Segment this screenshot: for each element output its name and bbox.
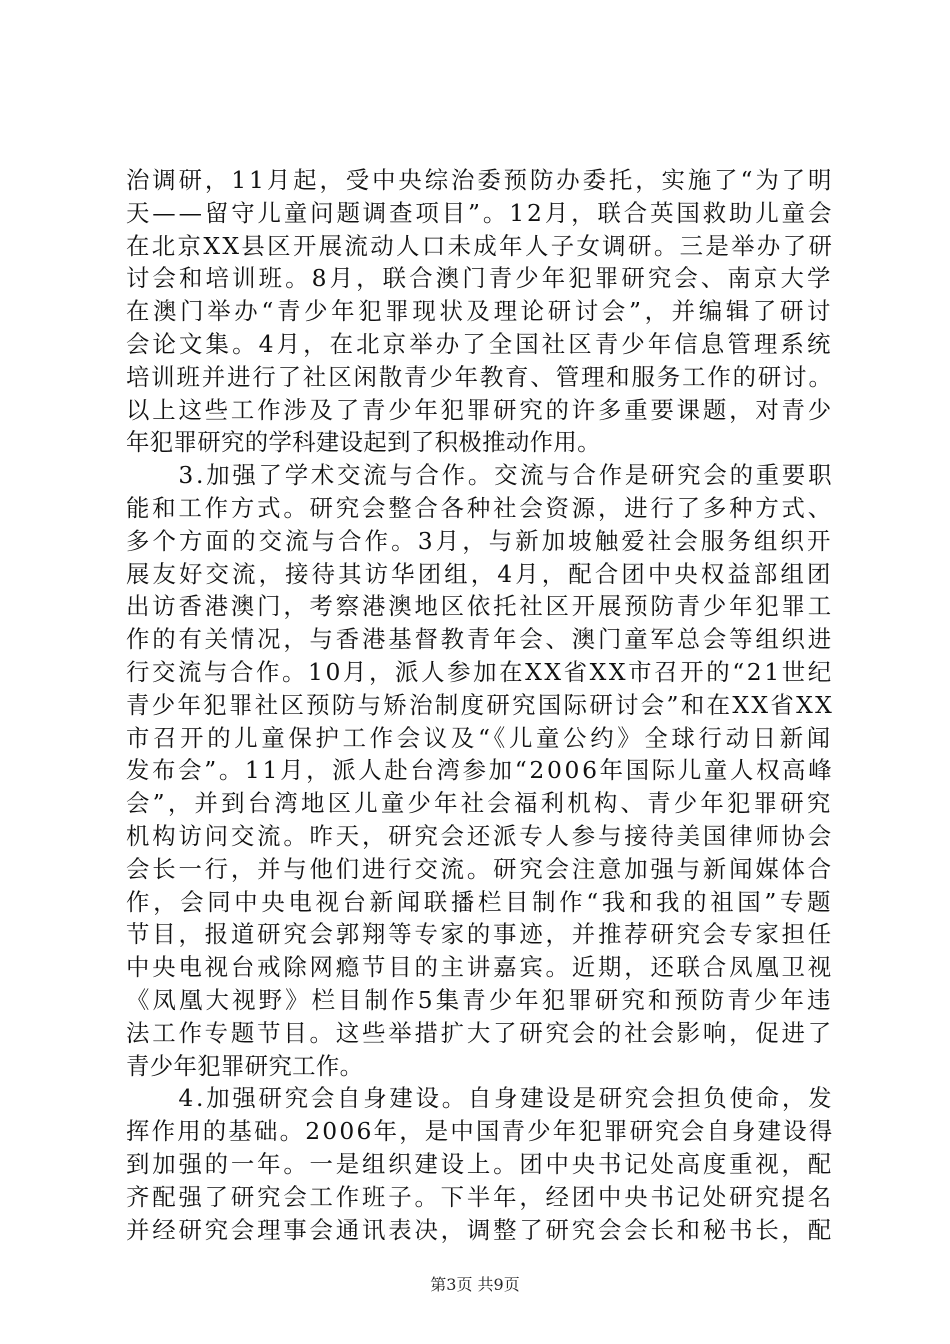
text-line: 法工作专题节目。这些举措扩大了研究会的社会影响，促进了 xyxy=(126,1018,834,1047)
text-line: 到加强的一年。一是组织建设上。团中央书记处高度重视，配 xyxy=(126,1149,834,1178)
text-line: 《凤凰大视野》栏目制作5集青少年犯罪研究和预防青少年违 xyxy=(126,985,834,1014)
text-line: 讨会和培训班。8月，联合澳门青少年犯罪研究会、南京大学 xyxy=(126,264,834,293)
text-line: 行交流与合作。10月，派人参加在XX省XX市召开的“21世纪 xyxy=(126,657,834,686)
text-line: 展友好交流，接待其访华团组，4月，配合团中央权益部组团 xyxy=(126,559,834,588)
text-line: 治调研，11月起，受中央综治委预防办委托，实施了“为了明 xyxy=(126,166,835,194)
text-line: 出访香港澳门，考察港澳地区依托社区开展预防青少年犯罪工 xyxy=(126,592,834,621)
document-body xyxy=(126,164,834,1246)
text-line: 培训班并进行了社区闲散青少年教育、管理和服务工作的研讨。 xyxy=(126,362,834,391)
text-line: 并经研究会理事会通讯表决，调整了研究会会长和秘书长，配 xyxy=(126,1215,834,1244)
text-line: 4.加强研究会自身建设。自身建设是研究会担负使命，发 xyxy=(126,1084,835,1113)
text-line: 作的有关情况，与香港基督教青年会、澳门童军总会等组织进 xyxy=(126,625,834,654)
text-line: 年犯罪研究的学科建设起到了积极推动作用。 xyxy=(126,428,601,457)
text-line: 青少年犯罪研究工作。 xyxy=(126,1051,364,1080)
text-line: 齐配强了研究会工作班子。下半年，经团中央书记处研究提名 xyxy=(126,1182,834,1211)
text-line: 会长一行，并与他们进行交流。研究会注意加强与新闻媒体合 xyxy=(126,854,834,883)
text-line: 多个方面的交流与合作。3月，与新加坡触爱社会服务组织开 xyxy=(126,526,834,555)
text-line: 发布会”。11月，派人赴台湾参加“2006年国际儿童人权高峰 xyxy=(126,756,835,785)
text-line: 以上这些工作涉及了青少年犯罪研究的许多重要课题，对青少 xyxy=(126,395,834,424)
text-line: 青少年犯罪社区预防与矫治制度研究国际研讨会”和在XX省XX xyxy=(126,690,835,719)
text-line: 中央电视台戒除网瘾节目的主讲嘉宾。近期，还联合凤凰卫视 xyxy=(126,953,834,982)
text-line: 会论文集。4月，在北京举办了全国社区青少年信息管理系统 xyxy=(126,329,834,358)
text-line: 会”，并到台湾地区儿童少年社会福利机构、青少年犯罪研究 xyxy=(126,789,834,818)
text-line: 机构访问交流。昨天，研究会还派专人参与接待美国律师协会 xyxy=(126,821,834,850)
text-line: 市召开的儿童保护工作会议及“《儿童公约》全球行动日新闻 xyxy=(126,723,834,752)
text-line: 能和工作方式。研究会整合各种社会资源，进行了多种方式、 xyxy=(126,493,834,522)
text-line: 3.加强了学术交流与合作。交流与合作是研究会的重要职 xyxy=(126,461,835,490)
text-line: 在澳门举办“青少年犯罪现状及理论研讨会”，并编辑了研讨 xyxy=(126,297,835,326)
text-line: 在北京XX县区开展流动人口未成年人子女调研。三是举办了研 xyxy=(126,231,835,260)
text-line: 天——留守儿童问题调查项目”。12月，联合英国救助儿童会 xyxy=(126,198,835,227)
page-footer: 第3页 共9页 xyxy=(430,1275,520,1294)
text-line: 节目，报道研究会郭翔等专家的事迹，并推荐研究会专家担任 xyxy=(126,920,834,949)
text-line: 挥作用的基础。2006年，是中国青少年犯罪研究会自身建设得 xyxy=(126,1117,835,1146)
text-line: 作，会同中央电视台新闻联播栏目制作“我和我的祖国”专题 xyxy=(126,887,835,916)
